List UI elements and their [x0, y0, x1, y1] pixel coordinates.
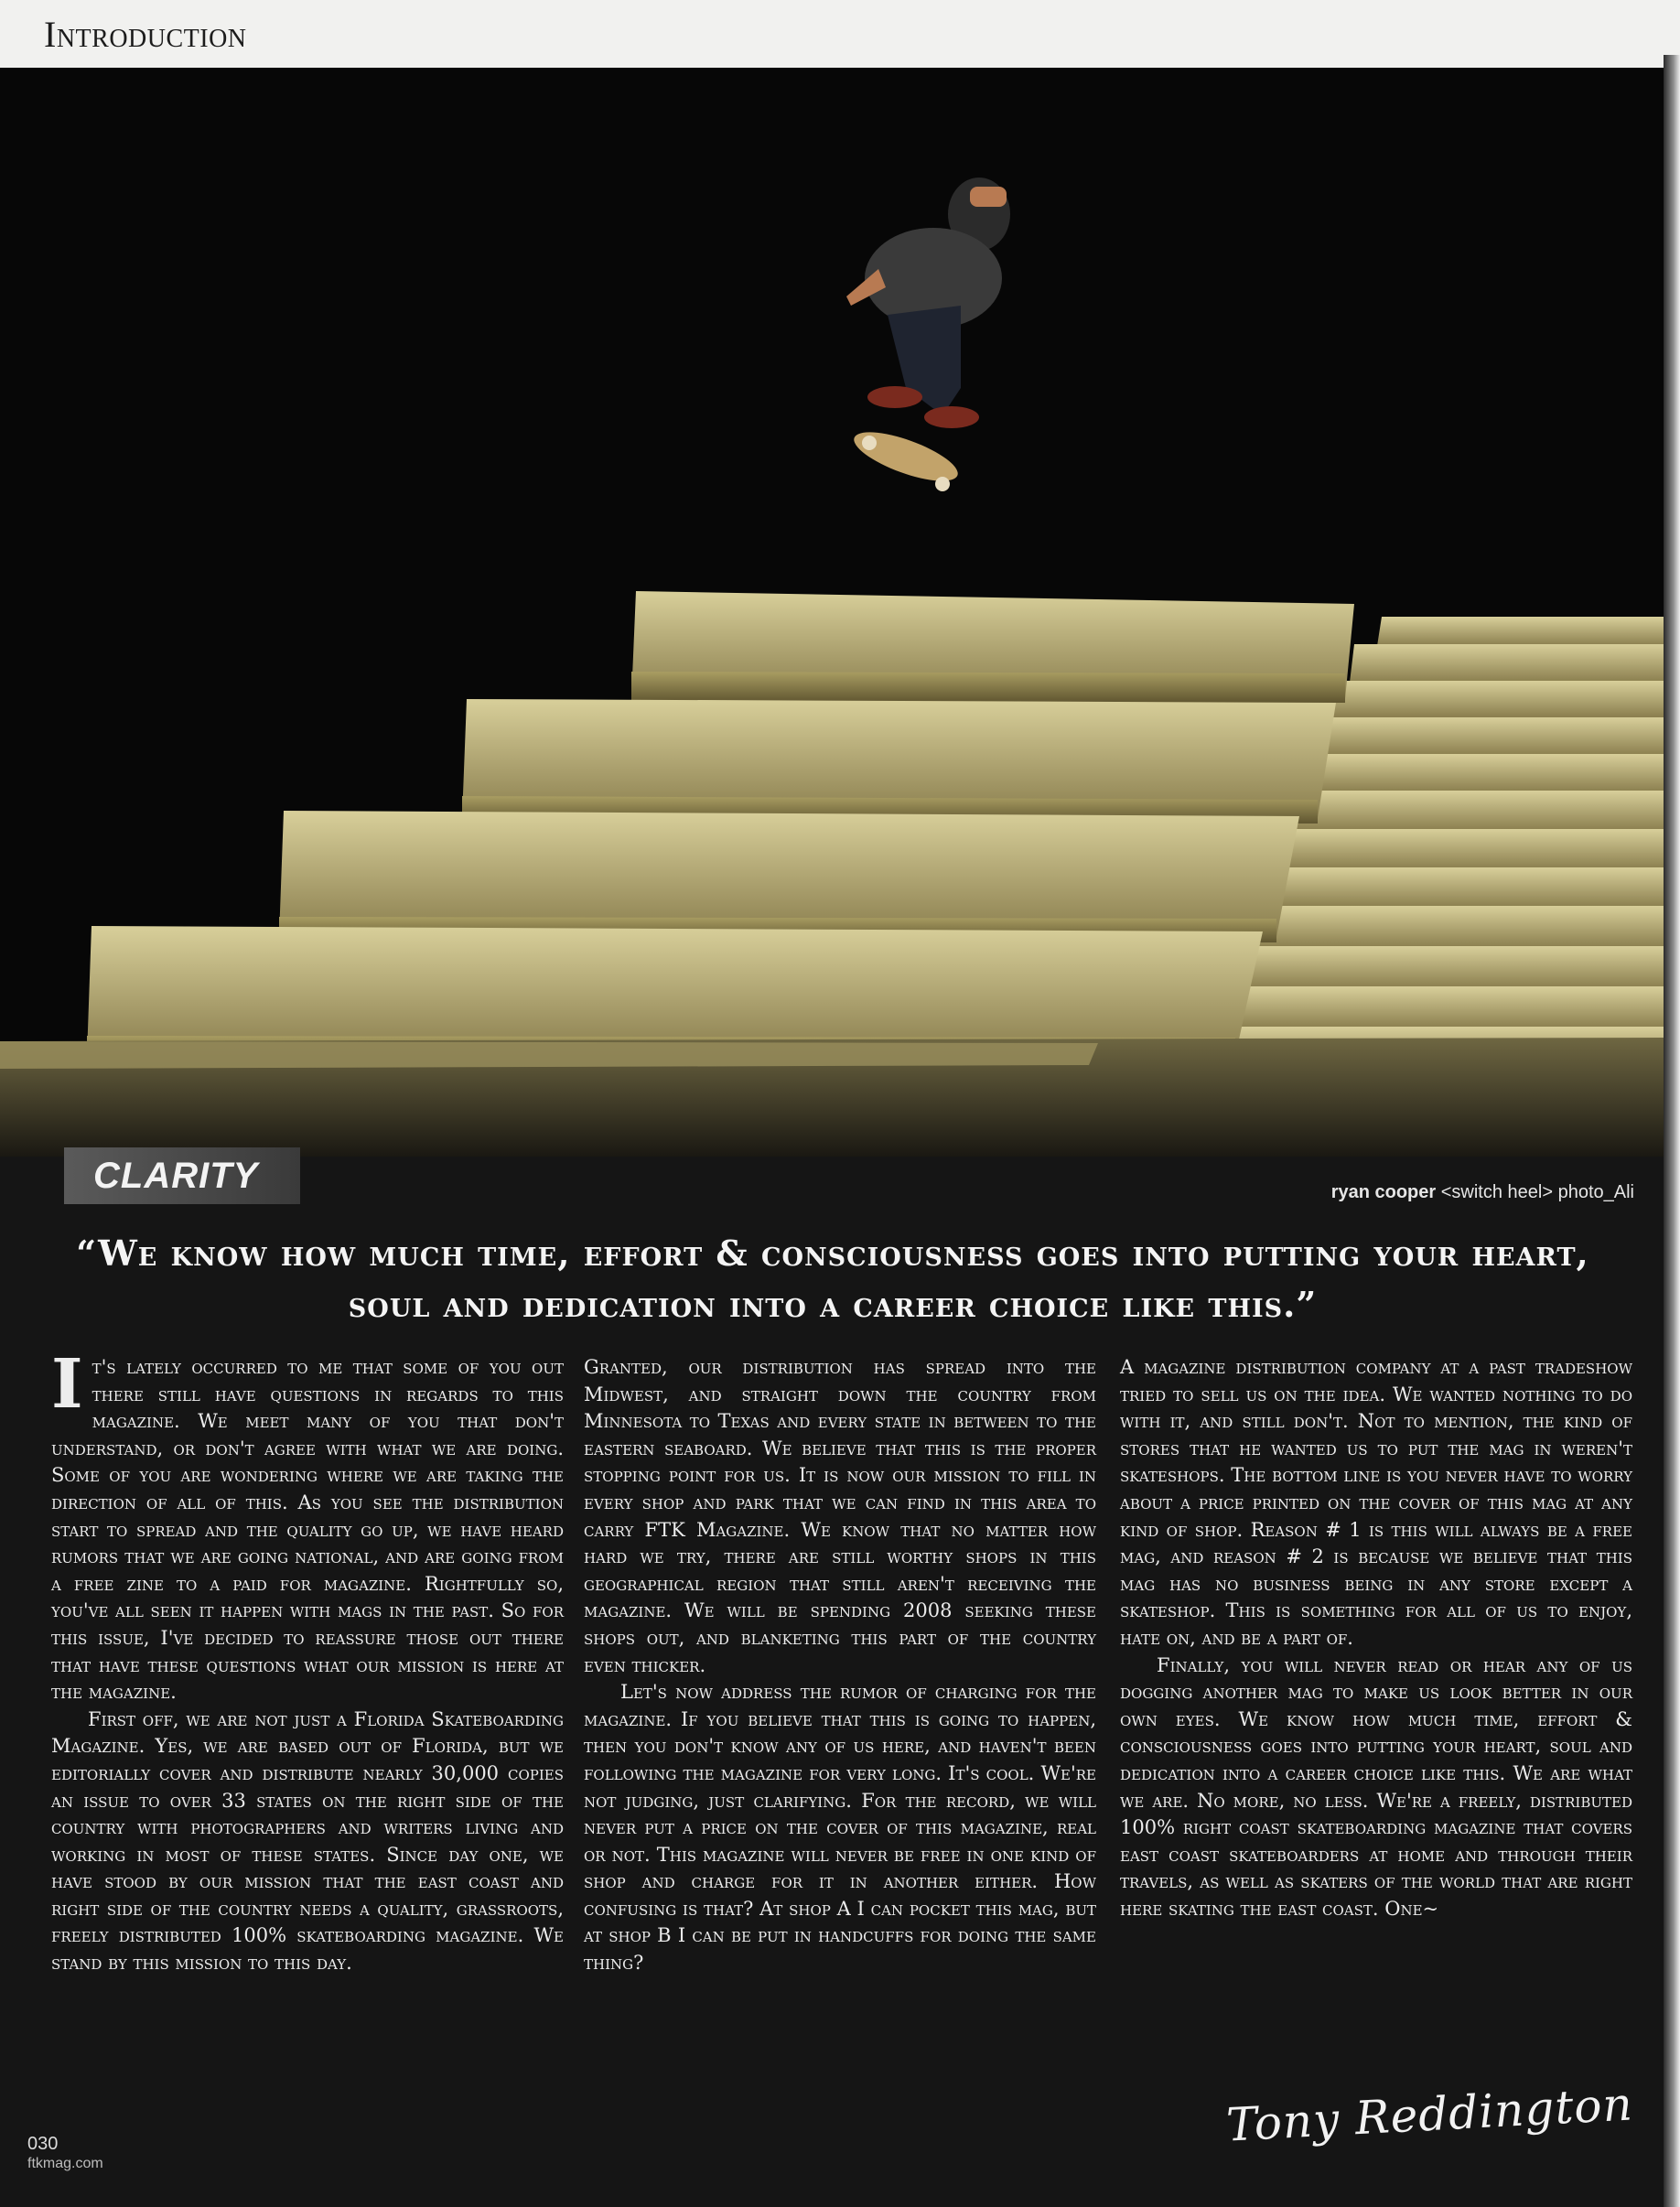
col2-paragraph-1: Granted, our distribution has spread into the Midwest, and straight down the country from Minnesota to Texas and every state in between to the eastern seaboard. We believe that this is the proper stopping point for us. It is now our mission to fill in every shop and park that we can find in this area to carry FTK Magazine. We know that no matter how hard we try, there are still worthy shops in this geographical region that still aren't receiving the magazine. We will be spending 2008 seeking these shops out, and blanketing this part of the country even thicker.	[584, 1356, 1096, 1676]
col3-paragraph-2: Finally, you will never read or hear any of us dogging another mag to make us look better in our own eyes. We know how much time, effort & consciousness goes into putting your heart, soul and dedication into a career choice like this. We are what we are. No more, no less. We're a freely, distributed 100% right coast skateboarding magazine that covers east coast skateboarders at home and through their travels, as well as skaters of the world that are right here skating the east coast. One~	[1120, 1653, 1632, 1920]
page-edge	[1664, 55, 1680, 2207]
page-number: 030	[27, 2134, 59, 2154]
article-column-3	[1120, 1354, 1632, 1922]
article-column-2	[584, 1354, 1096, 1977]
clarity-heading-text: CLARITY	[93, 1156, 259, 1196]
author-signature: Tony Reddington	[1224, 2077, 1634, 2152]
col1-paragraph-2: First off, we are not just a Florida Skateboarding Magazine. Yes, we are based out of Florida, but we editorially cover and distribute nearly 30,000 copies an issue to over 33 states on the right side of the country with photographers and writers living and working in most of these states. Since day one, we have stood by our mission that the east coast and right side of the country needs a quality, grassroots, freely distributed 100% skateboarding magazine. We stand by this mission to this day.	[51, 1707, 564, 1975]
pull-quote: “We know how much time, effort & consciousness goes into putting your heart, soul and dedication into a career choice like this.”	[76, 1233, 1589, 1325]
caption-trick: <switch heel>	[1440, 1182, 1554, 1202]
col2-paragraph-2: Let's now address the rumor of charging for the magazine. If you believe that this is going to happen, then you don't know any of us here, and haven't been following the magazine for very long. It's cool. We're not judging, just clarifying. For the record, we will never put a price on the cover of this magazine, real or not. This magazine will never be free in one kind of shop and charge for it in another either. How confusing is that? At shop A I can pocket this mag, but at shop B I can be put in handcuffs for doing the same thing?	[584, 1681, 1096, 1975]
caption-photo-credit: photo_Ali	[1557, 1182, 1634, 1202]
section-title: Introduction	[44, 14, 247, 55]
article-paragraph	[51, 1345, 564, 1706]
site-url: ftkmag.com	[27, 2156, 103, 2171]
caption-name: ryan cooper	[1330, 1182, 1437, 1202]
header-bar	[0, 0, 1680, 68]
skate-photo	[0, 68, 1664, 1157]
col3-paragraph-1: A magazine distribution company at a past tradeshow tried to sell us on the idea. We wanted nothing to do with it, and still don't. Not to mention, the kind of stores that he wanted us to put the mag in weren't skateshops. The bottom line is you never have to worry about a price printed on the cover of this mag at any kind of shop. Reason # 1 is this will always be a free mag, and reason # 2 is because we believe that this mag has no business being in any store except a skateshop. This is something for all of us to enjoy, hate on, and be a part of.	[1120, 1356, 1632, 1649]
drop-cap: I	[51, 1345, 83, 1424]
photo-caption	[1331, 1182, 1634, 1203]
col1-paragraph-1: t's lately occurred to me that some of you out there still have questions in regards to this magazine. We meet many of you that don't understand, or don't agree with what we are doing. Some of you are wondering where we are taking the direction of all of this. As you see the distribution start to spread and the quality go up, we have heard rumors that we are going national, and are going from a free zine to a paid for magazine. Rightfully so, you've all seen it happen with mags in the past. So for this issue, I've decided to reassure those out there that have these questions what our mission is here at the magazine.	[51, 1356, 564, 1704]
clarity-heading	[64, 1147, 300, 1204]
article-column-1	[51, 1345, 564, 1977]
